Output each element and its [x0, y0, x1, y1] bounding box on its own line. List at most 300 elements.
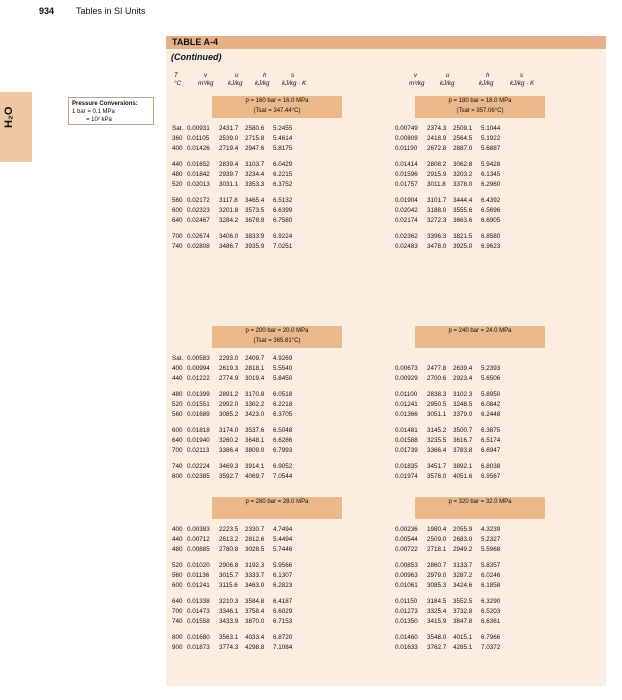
value-cell: 3346.1	[219, 608, 239, 615]
value-cell: 3051.1	[427, 411, 447, 418]
value-cell: 2223.5	[219, 526, 239, 533]
value-cell: 0.01974	[395, 473, 418, 480]
value-cell: 6.0429	[273, 161, 293, 168]
value-cell: 0.01426	[187, 145, 210, 152]
value-cell: 6.1858	[481, 582, 501, 589]
table-row	[172, 607, 372, 617]
table-row	[172, 525, 372, 535]
value-cell: 6.2448	[481, 411, 501, 418]
value-cell: 3396.3	[427, 233, 447, 240]
table-row	[395, 462, 595, 472]
table-row	[395, 410, 595, 420]
value-cell: 2700.6	[427, 375, 447, 382]
value-cell: 2639.4	[453, 365, 473, 372]
value-cell: 3117.8	[219, 197, 238, 204]
temperature-cell: 520	[172, 562, 183, 569]
value-cell: 3478.0	[427, 243, 447, 250]
value-cell: 2992.0	[219, 401, 239, 408]
table-row	[395, 216, 595, 226]
value-cell: 3366.4	[427, 447, 447, 454]
value-cell: 0.00673	[395, 365, 418, 372]
value-cell: 4285.1	[453, 644, 473, 651]
table-row	[395, 607, 595, 617]
value-cell	[453, 354, 481, 364]
row-group	[172, 232, 372, 252]
value-cell: 3573.5	[245, 207, 265, 214]
table-row	[395, 426, 595, 436]
value-cell: 6.3875	[481, 427, 501, 434]
value-cell: 2055.9	[453, 526, 473, 533]
value-cell: 2509.0	[427, 536, 447, 543]
value-cell: 2915.9	[427, 171, 447, 178]
table-row	[395, 232, 595, 242]
table-row	[172, 633, 372, 643]
running-header: Tables in SI Units	[76, 6, 146, 16]
value-cell: 6.7993	[273, 447, 293, 454]
table-row	[172, 196, 372, 206]
value-cell: 3732.8	[453, 608, 473, 615]
value-cell: 0.00963	[395, 572, 418, 579]
value-cell: 6.3705	[273, 411, 293, 418]
value-cell: 3062.8	[453, 161, 473, 168]
table-row	[395, 597, 595, 607]
table-row	[395, 196, 595, 206]
value-cell: 3774.3	[219, 644, 239, 651]
value-cell: 3578.0	[427, 473, 447, 480]
value-cell: 5.8950	[481, 391, 501, 398]
table-row	[395, 242, 595, 252]
temperature-cell: 440	[172, 536, 183, 543]
temperature-cell: 740	[172, 463, 183, 470]
value-cell: 0.01481	[395, 427, 418, 434]
value-cell: 3555.6	[453, 207, 473, 214]
pressure-block	[172, 497, 372, 653]
value-cell: 3809.0	[245, 447, 265, 454]
table-row	[395, 643, 595, 653]
row-group	[395, 561, 595, 591]
value-cell: 0.01558	[187, 618, 210, 625]
value-cell: 0.01414	[395, 161, 418, 168]
temperature-cell: 360	[172, 135, 183, 142]
value-cell: 0.00749	[395, 125, 418, 132]
temperature-cell: 520	[172, 401, 183, 408]
value-cell: 2839.4	[219, 161, 239, 168]
value-cell: 0.02362	[395, 233, 418, 240]
pressure-header	[415, 326, 545, 348]
value-cell: 6.6029	[273, 608, 293, 615]
value-cell: 0.01633	[395, 644, 418, 651]
temperature-cell: 400	[172, 145, 183, 152]
value-cell: 3762.7	[427, 644, 447, 651]
value-cell: 3085.3	[427, 582, 447, 589]
table-row	[395, 525, 595, 535]
value-cell: 3192.3	[245, 562, 265, 569]
value-cell: 0.01190	[395, 145, 418, 152]
temperature-cell: 740	[172, 243, 183, 250]
value-cell: 5.4494	[273, 536, 293, 543]
row-group	[172, 525, 372, 555]
table-row	[172, 617, 372, 627]
value-cell: 2613.2	[219, 536, 239, 543]
row-group	[172, 426, 372, 456]
row-group	[395, 390, 595, 420]
row-group	[395, 354, 595, 384]
value-cell: 2774.9	[219, 375, 239, 382]
value-cell: 0.01241	[187, 582, 210, 589]
value-cell: 0.02113	[187, 447, 210, 454]
value-cell: 6.7966	[481, 634, 501, 641]
table-row	[172, 535, 372, 545]
value-cell: 6.2960	[481, 181, 501, 188]
value-cell: 0.00236	[395, 526, 418, 533]
pressure-block	[395, 96, 595, 252]
value-cell: 6.8580	[481, 233, 501, 240]
value-cell: 0.01940	[187, 437, 210, 444]
value-cell: 2477.8	[427, 365, 447, 372]
value-cell: 0.00583	[187, 355, 210, 362]
value-cell: 3914.1	[245, 463, 265, 470]
value-cell: 2418.9	[427, 135, 447, 142]
value-cell: 3423.0	[245, 411, 265, 418]
value-cell: 0.01136	[187, 572, 210, 579]
value-cell: 7.1084	[273, 644, 293, 651]
value-cell: 4298.8	[245, 644, 265, 651]
value-cell: 6.2823	[273, 582, 293, 589]
value-cell: 0.01835	[395, 463, 418, 470]
value-cell: 3500.7	[453, 427, 473, 434]
table-row	[395, 581, 595, 591]
value-cell: 2580.6	[245, 125, 265, 132]
table-row	[172, 364, 372, 374]
value-cell: 6.5048	[273, 427, 293, 434]
value-cell: 0.01596	[395, 171, 418, 178]
value-cell: 3188.0	[427, 207, 447, 214]
pressure-value: p = 200 bar = 20.0 MPa	[245, 328, 309, 334]
pressure-conversions-note: Pressure Conversions: 1 bar = 0.1 MPa = 10² kPa	[68, 97, 154, 125]
value-cell: 3444.4	[453, 197, 473, 204]
value-cell: 6.6286	[273, 437, 293, 444]
value-cell: 2891.2	[219, 391, 239, 398]
table-row	[395, 374, 595, 384]
value-cell: 6.1307	[273, 572, 293, 579]
pressure-header	[415, 497, 545, 519]
table-row	[172, 134, 372, 144]
value-cell: 3174.0	[219, 427, 239, 434]
row-group	[395, 160, 595, 190]
table-row	[395, 472, 595, 482]
temperature-cell: 480	[172, 391, 183, 398]
pressure-header	[415, 96, 545, 118]
value-cell: 2715.8	[245, 135, 265, 142]
temperature-cell: 440	[172, 375, 183, 382]
table-row	[395, 390, 595, 400]
value-cell: 6.9224	[273, 233, 293, 240]
value-cell: 0.01020	[187, 562, 210, 569]
value-cell: 3379.0	[453, 411, 473, 418]
value-cell: 1980.4	[427, 526, 447, 533]
value-cell: 2906.8	[219, 562, 239, 569]
table-row	[395, 134, 595, 144]
value-cell: 3101.7	[427, 197, 447, 204]
value-cell: 0.00885	[187, 546, 210, 553]
value-cell: 3616.7	[453, 437, 473, 444]
value-cell: 3085.2	[219, 411, 239, 418]
table-row	[395, 617, 595, 627]
table-row	[395, 633, 595, 643]
value-cell: 6.9052	[273, 463, 293, 470]
value-cell: 3892.1	[453, 463, 473, 470]
value-cell: 0.01100	[395, 391, 418, 398]
table-row	[172, 472, 372, 482]
value-cell: 3378.0	[453, 181, 473, 188]
value-cell: 3424.6	[453, 582, 473, 589]
row-group	[395, 232, 595, 252]
value-cell: 6.7580	[273, 217, 293, 224]
value-cell: 2683.0	[453, 536, 473, 543]
value-cell: 5.1922	[481, 135, 501, 142]
value-cell: 3663.6	[453, 217, 473, 224]
table-row	[395, 206, 595, 216]
value-cell: 2431.7	[219, 125, 239, 132]
value-cell: 6.3290	[481, 598, 501, 605]
temperature-cell: 600	[172, 582, 183, 589]
table-row	[395, 144, 595, 154]
value-cell: 0.01680	[187, 634, 210, 641]
table-row	[395, 535, 595, 545]
value-cell: 2818.1	[245, 365, 265, 372]
table-row	[172, 232, 372, 242]
value-cell: 6.1345	[481, 171, 501, 178]
value-cell: 5.4614	[273, 135, 293, 142]
value-cell: 6.6905	[481, 217, 501, 224]
table-row	[172, 446, 372, 456]
value-cell: 0.01842	[187, 171, 210, 178]
value-cell: 6.8038	[481, 463, 501, 470]
row-group	[395, 633, 595, 653]
temperature-cell: 600	[172, 427, 183, 434]
value-cell: 3552.5	[453, 598, 473, 605]
value-cell: 0.01818	[187, 427, 210, 434]
value-cell: 6.9567	[481, 473, 501, 480]
table-row	[172, 426, 372, 436]
value-cell: 4051.6	[453, 473, 473, 480]
value-cell: 6.6947	[481, 447, 501, 454]
value-cell: 3333.7	[245, 572, 265, 579]
table-row	[395, 571, 595, 581]
table-row	[395, 436, 595, 446]
table-row	[172, 400, 372, 410]
value-cell: 4033.4	[245, 634, 265, 641]
value-cell: 6.5203	[481, 608, 501, 615]
row-group	[395, 462, 595, 482]
table-row	[172, 374, 372, 384]
value-cell: 3537.6	[245, 427, 265, 434]
temperature-cell: 800	[172, 634, 183, 641]
value-cell: 3584.8	[245, 598, 265, 605]
pressure-value: p = 280 bar = 28.0 MPa	[245, 499, 309, 505]
value-cell: 2374.3	[427, 125, 447, 132]
value-cell: 5.2455	[273, 125, 293, 132]
value-cell: 0.01757	[395, 181, 418, 188]
continued-label: (Continued)	[171, 52, 222, 62]
temperature-cell: 700	[172, 233, 183, 240]
value-cell: 0.00712	[187, 536, 210, 543]
table-row	[172, 124, 372, 134]
value-cell: 2950.5	[427, 401, 447, 408]
value-cell: 6.2215	[273, 171, 293, 178]
value-cell: 3925.0	[453, 243, 473, 250]
value-cell: 3284.2	[219, 217, 239, 224]
temperature-cell: Sat.	[172, 355, 184, 362]
value-cell: 2838.3	[427, 391, 447, 398]
value-cell: 0.02172	[187, 197, 210, 204]
value-cell: 2539.0	[219, 135, 239, 142]
value-cell: 6.3752	[273, 181, 293, 188]
value-cell: 3031.1	[219, 181, 239, 188]
value-cell: 3648.1	[245, 437, 265, 444]
value-cell: 5.2327	[481, 536, 501, 543]
value-cell: 0.02224	[187, 463, 210, 470]
value-cell: 3234.4	[245, 171, 265, 178]
value-cell: 5.8357	[481, 562, 501, 569]
saturation-temperature: (Tsat = 347.44°C)	[253, 108, 301, 114]
value-cell: 3235.5	[427, 437, 447, 444]
value-cell: 0.01338	[187, 598, 210, 605]
pressure-block	[395, 497, 595, 653]
value-cell: 3563.1	[219, 634, 239, 641]
value-cell: 5.7446	[273, 546, 293, 553]
value-cell: 5.6887	[481, 145, 501, 152]
table-row	[395, 354, 595, 364]
row-group	[395, 426, 595, 456]
table-row	[395, 180, 595, 190]
pressure-value: p = 320 bar = 32.0 MPa	[448, 499, 512, 505]
value-cell: 4.9269	[273, 355, 293, 362]
value-cell: 0.02467	[187, 217, 210, 224]
table-row	[172, 462, 372, 472]
table-row	[172, 643, 372, 653]
value-cell: 3302.2	[245, 401, 265, 408]
value-cell: 3821.5	[453, 233, 473, 240]
value-cell: 3115.6	[219, 582, 238, 589]
row-group	[395, 597, 595, 627]
table-row	[172, 180, 372, 190]
value-cell: 5.5968	[481, 546, 501, 553]
value-cell: 0.02323	[187, 207, 210, 214]
value-cell: 7.0372	[481, 644, 501, 651]
value-cell: 6.8720	[273, 634, 293, 641]
table-row	[395, 545, 595, 555]
temperature-cell: 600	[172, 207, 183, 214]
value-cell: 0.01399	[187, 391, 210, 398]
value-cell: 3210.3	[219, 598, 239, 605]
value-cell: 2949.2	[453, 546, 473, 553]
table-row	[172, 571, 372, 581]
temperature-cell: 400	[172, 526, 183, 533]
value-cell: 0.02013	[187, 181, 210, 188]
table-row	[172, 561, 372, 571]
value-cell: 3415.9	[427, 618, 447, 625]
value-cell: 3406.0	[219, 233, 239, 240]
value-cell: 5.1044	[481, 125, 501, 132]
table-row	[395, 400, 595, 410]
value-cell: 3678.9	[245, 217, 265, 224]
row-group	[172, 597, 372, 627]
pressure-block	[395, 326, 595, 482]
value-cell: 3469.3	[219, 463, 239, 470]
value-cell: 0.02808	[187, 243, 210, 250]
row-group	[172, 561, 372, 591]
row-group	[395, 525, 595, 555]
table-row	[172, 144, 372, 154]
temperature-cell: 700	[172, 447, 183, 454]
row-group	[172, 390, 372, 420]
value-cell: 3184.5	[427, 598, 447, 605]
value-cell: 7.0251	[273, 243, 293, 250]
temperature-cell: 520	[172, 181, 183, 188]
steam-table: TABLE A-4 (Continued) T °C v m³/kg u kJ/kg h kJ/kg s kJ/kg · K v m³/kg u kJ/kg h kJ/kg s kJ/kg · K	[166, 36, 606, 686]
value-cell: 6.6361	[481, 618, 501, 625]
temperature-cell: 640	[172, 598, 183, 605]
temperature-cell: 800	[172, 473, 183, 480]
value-cell	[427, 354, 453, 364]
temperature-cell: 560	[172, 197, 183, 204]
table-row	[172, 410, 372, 420]
value-cell: 0.01652	[187, 161, 210, 168]
value-cell: 0.01739	[395, 447, 418, 454]
value-cell: 2812.6	[245, 536, 265, 543]
value-cell: 3463.0	[245, 582, 265, 589]
table-row	[172, 390, 372, 400]
temperature-cell: 640	[172, 217, 183, 224]
value-cell: 0.01241	[395, 401, 418, 408]
value-cell: 3935.9	[245, 243, 265, 250]
table-row	[172, 354, 372, 364]
value-cell: 3870.0	[245, 618, 265, 625]
value-cell: 3833.9	[245, 233, 265, 240]
table-row	[172, 545, 372, 555]
value-cell: 3028.5	[245, 546, 265, 553]
table-row	[172, 170, 372, 180]
value-cell: 5.8450	[273, 375, 293, 382]
value-cell: 0.01350	[395, 618, 418, 625]
value-cell: 3433.9	[219, 618, 239, 625]
value-cell: 3201.8	[219, 207, 239, 214]
value-cell: 0.00722	[395, 546, 418, 553]
row-group	[395, 196, 595, 226]
value-cell: 6.2218	[273, 401, 293, 408]
temperature-cell: 560	[172, 572, 183, 579]
value-cell: 0.02042	[395, 207, 418, 214]
value-cell: 0.01105	[187, 135, 210, 142]
value-cell: 3248.5	[453, 401, 473, 408]
value-cell: 3592.7	[219, 473, 239, 480]
value-cell: 0.01588	[395, 437, 418, 444]
temperature-cell: 480	[172, 546, 183, 553]
row-group	[172, 124, 372, 154]
value-cell: 5.2393	[481, 365, 501, 372]
pressure-value: p = 180 bar = 18.0 MPa	[448, 98, 512, 104]
temperature-cell: 700	[172, 608, 183, 615]
value-cell: 3847.8	[453, 618, 473, 625]
pressure-block	[172, 326, 372, 482]
value-cell: 5.9566	[273, 562, 293, 569]
value-cell	[395, 354, 427, 364]
value-cell: 6.0842	[481, 401, 501, 408]
temperature-cell: 740	[172, 618, 183, 625]
value-cell: 0.02174	[395, 217, 418, 224]
value-cell: 2947.6	[245, 145, 265, 152]
